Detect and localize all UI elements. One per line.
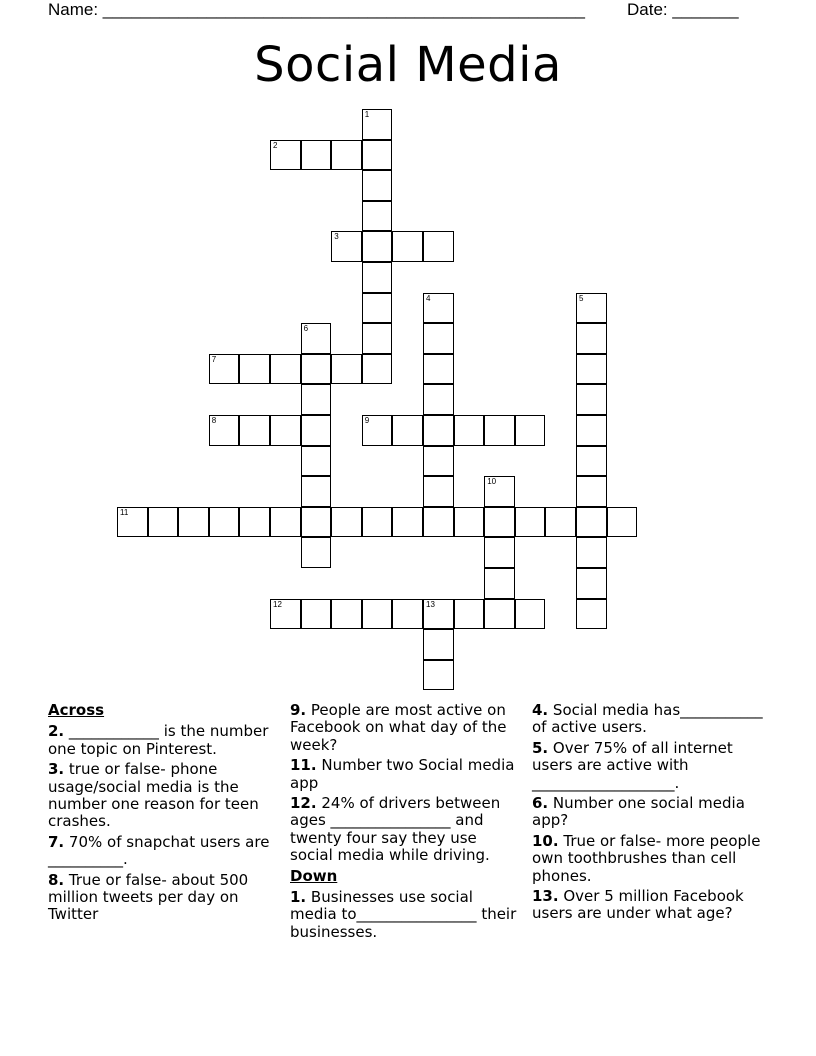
clue-text: Businesses use social media to________________ their businesses. xyxy=(290,888,517,941)
grid-cell[interactable] xyxy=(362,170,393,201)
clue-number: 9. xyxy=(290,701,307,719)
grid-cell[interactable] xyxy=(209,354,240,385)
across-clue xyxy=(48,761,280,831)
cell-number: 7 xyxy=(211,354,217,364)
grid-cell[interactable] xyxy=(362,262,393,293)
clue-number: 2. xyxy=(48,722,65,741)
clue-number: 6. xyxy=(532,794,549,813)
grid-cell[interactable] xyxy=(454,507,485,538)
grid-cell[interactable] xyxy=(362,507,393,538)
grid-cell[interactable] xyxy=(423,415,454,446)
grid-cell[interactable] xyxy=(362,599,393,630)
grid-cell[interactable] xyxy=(484,476,515,507)
grid-cell[interactable] xyxy=(331,354,362,385)
clue-number: 7. xyxy=(48,832,65,851)
grid-cell[interactable] xyxy=(362,201,393,232)
grid-cell[interactable] xyxy=(484,568,515,599)
clue-column-2 xyxy=(290,702,522,944)
grid-cell[interactable] xyxy=(576,354,607,385)
grid-cell[interactable] xyxy=(362,231,393,262)
across-clue xyxy=(290,702,522,754)
clue-text: 24% of drivers between ages ________________ and twenty four say they use social media while driving. xyxy=(290,794,501,865)
grid-cell[interactable] xyxy=(270,507,301,538)
grid-cell[interactable] xyxy=(515,507,546,538)
puzzle-title: Social Media xyxy=(254,37,562,93)
clue-number: 4. xyxy=(532,701,549,719)
grid-cell[interactable] xyxy=(301,507,332,538)
down-clue xyxy=(532,833,772,885)
grid-cell[interactable] xyxy=(392,415,423,446)
grid-cell[interactable] xyxy=(270,354,301,385)
grid-cell[interactable] xyxy=(392,507,423,538)
grid-cell[interactable] xyxy=(484,507,515,538)
grid-cell[interactable] xyxy=(576,599,607,630)
grid-cell[interactable] xyxy=(484,415,515,446)
clue-text: Over 5 million Facebook users are under what age? xyxy=(532,887,744,923)
clue-number: 1. xyxy=(290,888,307,907)
across-clue xyxy=(290,757,522,792)
grid-cell[interactable] xyxy=(270,415,301,446)
clue-column-3 xyxy=(532,702,772,926)
grid-cell[interactable] xyxy=(301,354,332,385)
cell-number: 4 xyxy=(426,293,431,303)
grid-cell[interactable] xyxy=(301,476,332,507)
grid-cell[interactable] xyxy=(270,140,301,171)
grid-cell[interactable] xyxy=(301,446,332,477)
cell-number: 6 xyxy=(303,324,309,334)
cell-number: 11 xyxy=(120,507,129,517)
clue-text: Over 75% of all internet users are active with ___________________. xyxy=(532,738,733,792)
grid-cell[interactable] xyxy=(454,599,485,630)
grid-cell[interactable] xyxy=(239,354,270,385)
down-heading: Down xyxy=(290,866,338,885)
grid-cell[interactable] xyxy=(423,384,454,415)
grid-cell[interactable] xyxy=(576,415,607,446)
clue-text: Number one social media app? xyxy=(532,794,745,830)
grid-cell[interactable] xyxy=(423,599,454,630)
clue-number: 5. xyxy=(532,738,549,757)
clue-column-1 xyxy=(48,702,280,927)
grid-cell[interactable] xyxy=(239,415,270,446)
grid-cell[interactable] xyxy=(301,323,332,354)
clue-number: 8. xyxy=(48,870,65,889)
grid-cell[interactable] xyxy=(545,507,576,538)
grid-cell[interactable] xyxy=(607,507,638,538)
grid-cell[interactable] xyxy=(576,384,607,415)
clue-text: People are most active on Facebook on what day of the week? xyxy=(290,701,507,754)
cell-number: 12 xyxy=(273,599,282,609)
grid-cell[interactable] xyxy=(576,323,607,354)
grid-cell[interactable] xyxy=(423,629,454,660)
across-clue xyxy=(290,795,522,865)
cell-number: 13 xyxy=(426,599,435,609)
clue-number: 3. xyxy=(48,760,65,779)
grid-cell[interactable] xyxy=(392,231,423,262)
grid-cell[interactable] xyxy=(301,415,332,446)
cell-number: 5 xyxy=(579,293,584,303)
grid-cell[interactable] xyxy=(423,293,454,324)
grid-cell[interactable] xyxy=(454,415,485,446)
name-line[interactable]: Name: ___________________________________________________ xyxy=(48,0,585,19)
across-heading: Across xyxy=(48,701,105,719)
grid-cell[interactable] xyxy=(331,507,362,538)
grid-cell[interactable] xyxy=(423,507,454,538)
grid-cell[interactable] xyxy=(423,354,454,385)
down-clue xyxy=(532,795,772,830)
grid-cell[interactable] xyxy=(178,507,209,538)
cell-number: 1 xyxy=(364,110,370,119)
cell-number: 9 xyxy=(364,416,370,425)
down-clue xyxy=(290,889,522,941)
grid-cell[interactable] xyxy=(515,415,546,446)
grid-cell[interactable] xyxy=(117,507,148,538)
date-line[interactable]: Date: _______ xyxy=(627,0,739,19)
across-clue xyxy=(48,872,280,924)
cell-number: 10 xyxy=(487,477,497,487)
grid-cell[interactable] xyxy=(576,476,607,507)
grid-cell[interactable] xyxy=(515,599,546,630)
clue-text: ____________ is the number one topic on Pinterest. xyxy=(48,722,269,758)
clue-text: True or false- about 500 million tweets per day on Twitter xyxy=(48,870,249,924)
grid-cell[interactable] xyxy=(362,293,393,324)
cell-number: 2 xyxy=(273,140,278,150)
clue-number: 10. xyxy=(532,831,559,850)
grid-cell[interactable] xyxy=(331,599,362,630)
grid-cell[interactable] xyxy=(301,599,332,630)
grid-cell[interactable] xyxy=(301,140,332,171)
down-clue xyxy=(532,888,772,923)
grid-cell[interactable] xyxy=(148,507,179,538)
grid-cell[interactable] xyxy=(423,323,454,354)
grid-cell[interactable] xyxy=(392,599,423,630)
clue-number: 11. xyxy=(290,756,317,775)
clue-text: Social media has___________ of active users. xyxy=(532,701,763,737)
across-clue xyxy=(48,723,280,758)
clue-text: 70% of snapchat users are __________. xyxy=(48,832,270,869)
grid-cell[interactable] xyxy=(484,537,515,568)
down-clue xyxy=(532,740,772,792)
grid-cell[interactable] xyxy=(301,537,332,568)
grid-cell[interactable] xyxy=(362,140,393,171)
down-clue xyxy=(532,702,772,737)
grid-cell[interactable] xyxy=(362,415,393,446)
clue-text: true or false- phone usage/social media is the number one reason for teen crashes. xyxy=(48,760,259,831)
grid-cell[interactable] xyxy=(209,507,240,538)
grid-cell[interactable] xyxy=(362,109,393,140)
grid-cell[interactable] xyxy=(301,384,332,415)
grid-cell[interactable] xyxy=(576,507,607,538)
grid-cell[interactable] xyxy=(270,599,301,630)
grid-cell[interactable] xyxy=(576,293,607,324)
grid-cell[interactable] xyxy=(423,446,454,477)
grid-cell[interactable] xyxy=(362,354,393,385)
clue-number: 13. xyxy=(532,887,559,906)
cell-number: 3 xyxy=(334,232,339,242)
clue-number: 12. xyxy=(290,794,317,813)
grid-cell[interactable] xyxy=(331,140,362,171)
grid-cell[interactable] xyxy=(576,537,607,568)
grid-cell[interactable] xyxy=(423,476,454,507)
clue-text: Number two Social media app xyxy=(290,756,515,792)
across-clue xyxy=(48,834,280,869)
grid-cell[interactable] xyxy=(576,568,607,599)
grid-cell[interactable] xyxy=(362,323,393,354)
cell-number: 8 xyxy=(211,416,217,425)
grid-cell[interactable] xyxy=(576,446,607,477)
clue-text: True or false- more people own toothbrushes than cell phones. xyxy=(532,831,761,885)
grid-cell[interactable] xyxy=(423,231,454,262)
grid-cell[interactable] xyxy=(239,507,270,538)
grid-cell[interactable] xyxy=(331,231,362,262)
grid-cell[interactable] xyxy=(209,415,240,446)
grid-cell[interactable] xyxy=(484,599,515,630)
grid-cell[interactable] xyxy=(423,660,454,691)
